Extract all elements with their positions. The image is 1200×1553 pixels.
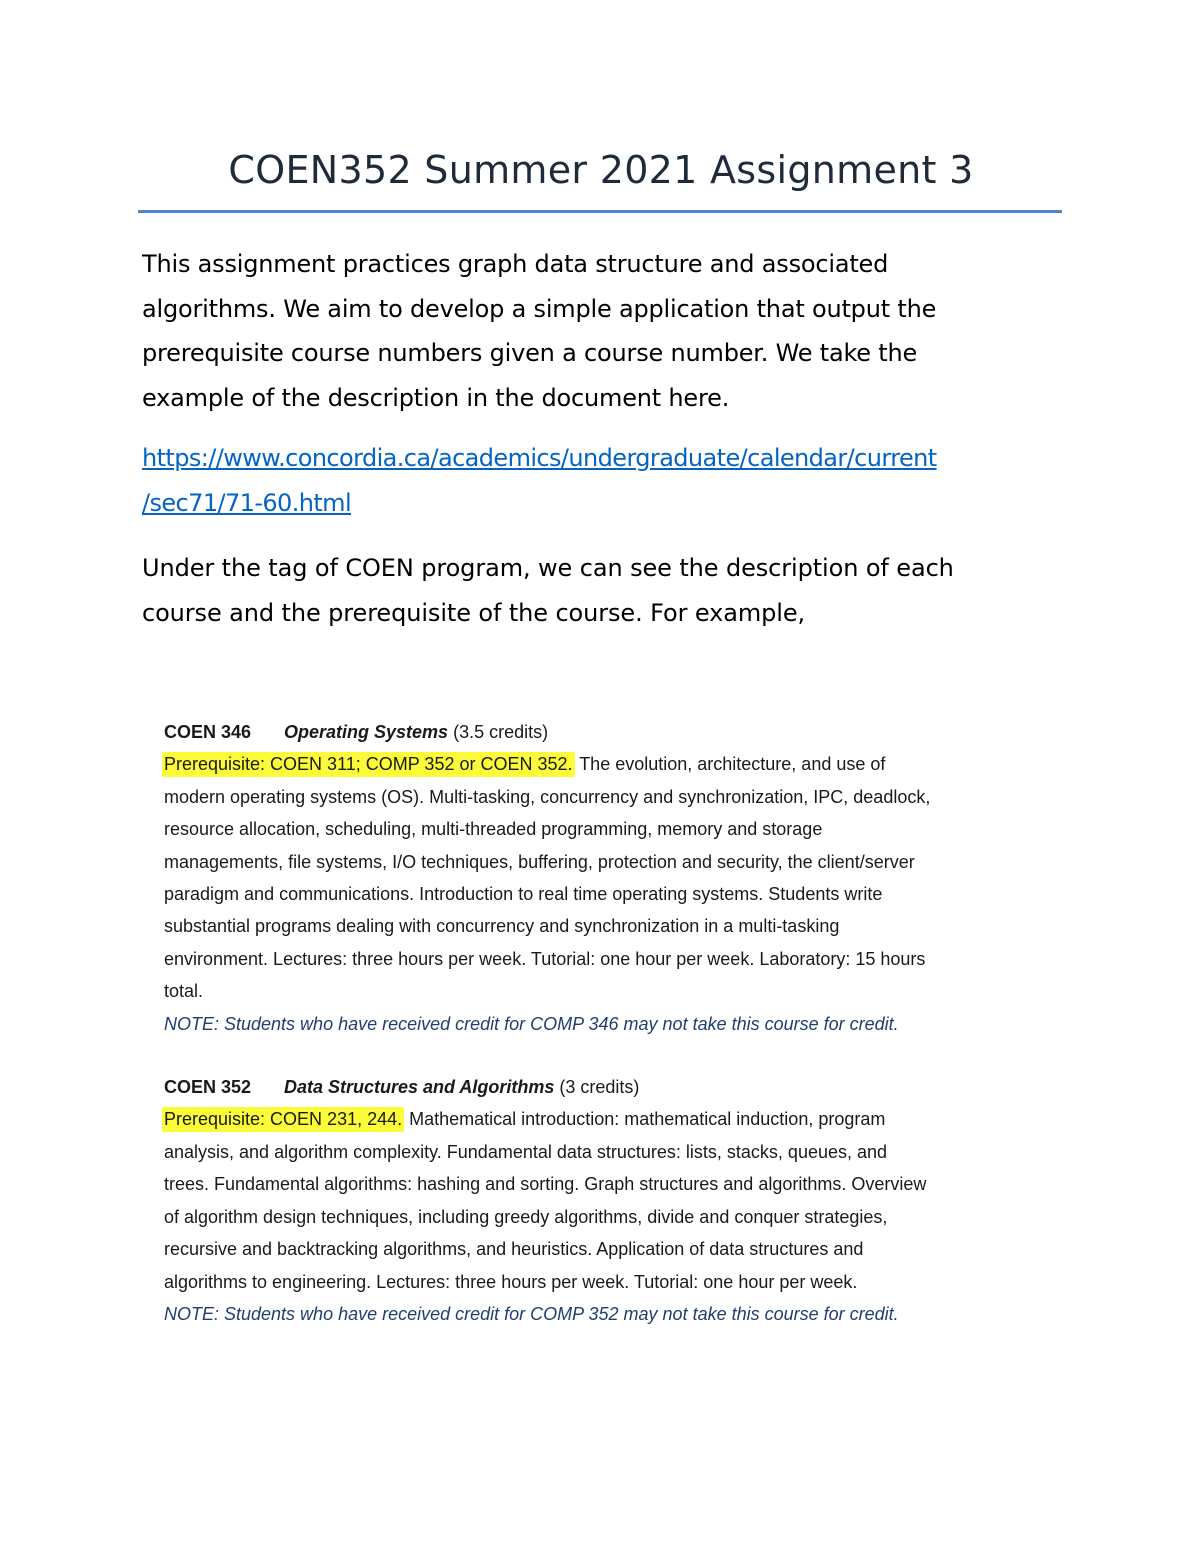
description-line: of algorithm design techniques, including greedy algorithms, divide and conquer strategies,: [164, 1206, 888, 1227]
description-line: analysis, and algorithm complexity. Fundamental data structures: lists, stacks, queues, and: [164, 1141, 888, 1162]
paragraph-line: Under the tag of COEN program, we can see the description of each: [142, 554, 954, 582]
prerequisite-highlight: Prerequisite: COEN 231, 244.: [162, 1107, 404, 1132]
description-line: recursive and backtracking algorithms, and heuristics. Application of data structures and: [164, 1239, 864, 1260]
description-line: environment. Lectures: three hours per week. Tutorial: one hour per week. Laboratory: 15 hours: [164, 948, 926, 969]
calendar-link[interactable]: [142, 436, 1064, 525]
course-note: NOTE: Students who have received credit for COMP 346 may not take this course for credit.: [164, 1013, 899, 1034]
course-name: Data Structures and Algorithms: [284, 1077, 555, 1098]
prerequisite-line: [164, 1103, 1004, 1135]
course-entry-coen352: [164, 1071, 1004, 1330]
intro-line: prerequisite course numbers given a course number. We take the: [142, 339, 918, 367]
course-code: COEN 346: [164, 722, 252, 742]
title-underline-rule: [138, 210, 1062, 213]
course-heading: [164, 1071, 1004, 1103]
description-line: trees. Fundamental algorithms: hashing and sorting. Graph structures and algorithms. Overview: [164, 1174, 927, 1195]
description-line: modern operating systems (OS). Multi-tasking, concurrency and synchronization, IPC, deadlock,: [164, 786, 931, 807]
calendar-excerpt-image: [164, 716, 1004, 1330]
intro-line: This assignment practices graph data structure and associated: [142, 250, 889, 278]
document-title: COEN352 Summer 2021 Assignment 3: [228, 148, 974, 192]
prerequisite-line: [164, 748, 1004, 780]
description-text: Mathematical introduction: mathematical induction, program: [404, 1109, 886, 1130]
intro-paragraph: [142, 242, 1064, 420]
course-note: NOTE: Students who have received credit for COMP 352 may not take this course for credit.: [164, 1303, 899, 1324]
paragraph-line: course and the prerequisite of the course. For example,: [142, 598, 806, 627]
description-line: total.: [164, 981, 204, 1002]
description-text: The evolution, architecture, and use of: [574, 754, 886, 775]
description-line: substantial programs dealing with concurrency and synchronization in a multi-tasking: [164, 916, 840, 937]
course-name: Operating Systems: [284, 722, 449, 742]
course-entry-coen346: [164, 716, 1004, 1040]
course-credits: (3 credits): [559, 1077, 640, 1098]
course-code: COEN 352: [164, 1077, 252, 1098]
calendar-link-line[interactable]: https://www.concordia.ca/academics/undergraduate/calendar/current: [142, 444, 937, 472]
calendar-link-line[interactable]: /sec71/71-60.html: [142, 488, 352, 517]
intro-line: example of the description in the document here.: [142, 383, 730, 412]
description-line: resource allocation, scheduling, multi-threaded programming, memory and storage: [164, 819, 823, 840]
prerequisite-highlight: Prerequisite: COEN 311; COMP 352 or COEN 352.: [162, 752, 575, 777]
intro-line: algorithms. We aim to develop a simple application that output the: [142, 294, 937, 323]
coen-program-paragraph: [142, 546, 1064, 635]
course-credits: (3.5 credits): [453, 722, 549, 742]
description-line: paradigm and communications. Introduction to real time operating systems. Students write: [164, 884, 883, 905]
course-heading: [164, 716, 1004, 748]
description-line: managements, file systems, I/O techniques, buffering, protection and security, the client/server: [164, 851, 915, 872]
description-line: algorithms to engineering. Lectures: three hours per week. Tutorial: one hour per week.: [164, 1271, 858, 1292]
